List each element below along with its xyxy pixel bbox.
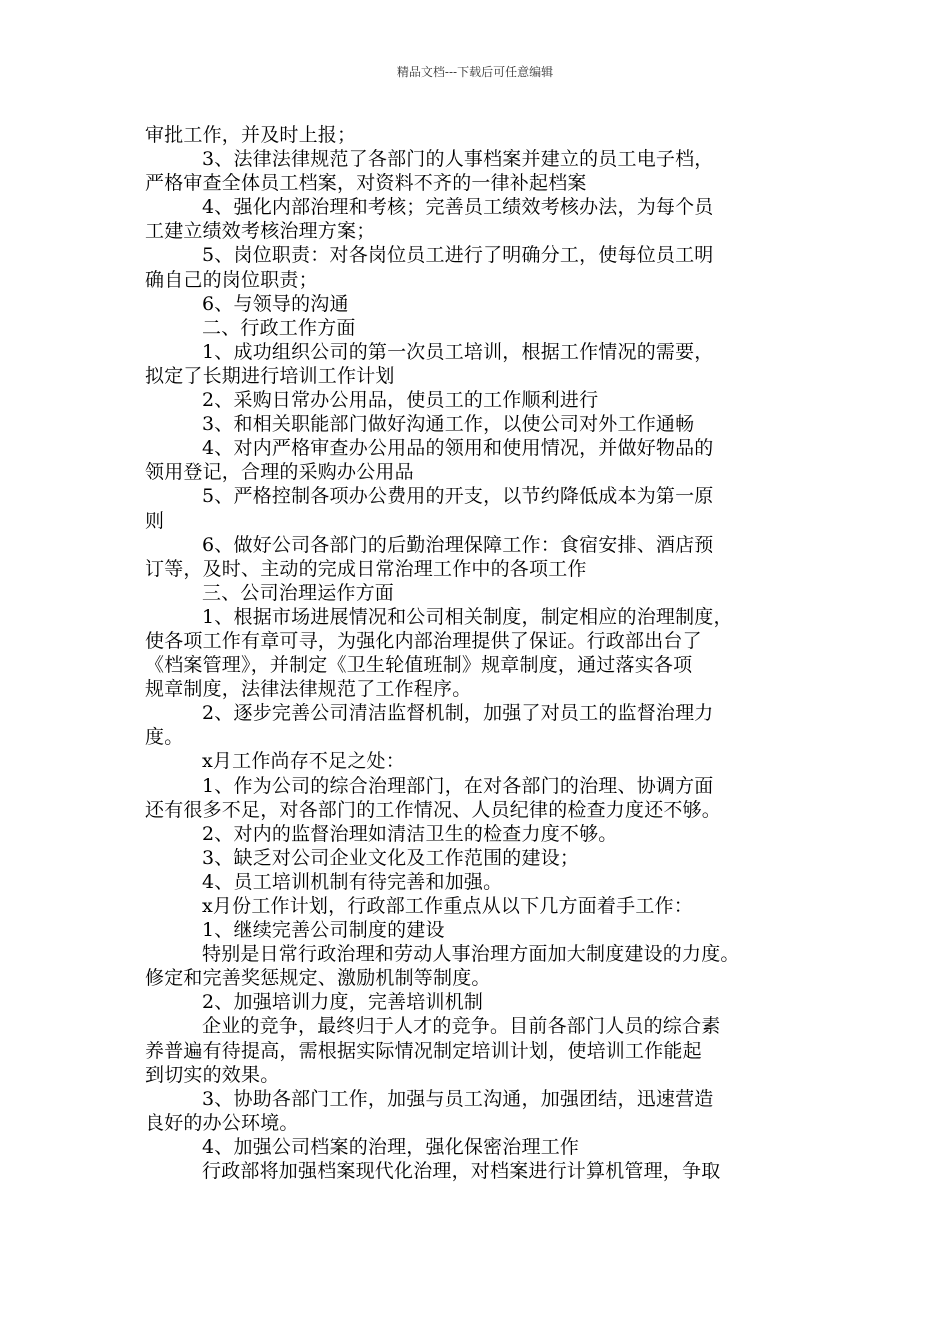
document-body bbox=[145, 123, 815, 1183]
text-line: 4、强化内部治理和考核；完善员工绩效考核办法，为每个员 bbox=[202, 196, 714, 219]
text-line: 1、根据市场进展情况和公司相关制度，制定相应的治理制度， bbox=[202, 605, 733, 628]
text-line: 6、做好公司各部门的后勤治理保障工作：食宿安排、酒店预 bbox=[202, 533, 714, 556]
text-line: 《档案管理》，并制定《卫生轮值班制》规章制度，通过落实各项 bbox=[145, 654, 693, 677]
text-line: 度。 bbox=[145, 726, 184, 749]
text-line: 三、公司治理运作方面 bbox=[202, 581, 395, 604]
text-line: 订等，及时、主动的完成日常治理工作中的各项工作 bbox=[145, 557, 587, 580]
text-line: 4、员工培训机制有待完善和加强。 bbox=[202, 870, 503, 893]
page-header: 精品文档---下载后可任意编辑 bbox=[396, 65, 554, 79]
text-line: 5、严格控制各项办公费用的开支，以节约降低成本为第一原 bbox=[202, 485, 714, 508]
text-line: 良好的办公环境。 bbox=[145, 1111, 299, 1134]
text-line: 3、缺乏对公司企业文化及工作范围的建设； bbox=[202, 846, 580, 869]
text-line: x月工作尚存不足之处： bbox=[202, 750, 405, 773]
text-line: 4、加强公司档案的治理，强化保密治理工作 bbox=[202, 1135, 580, 1158]
text-line: 5、岗位职责：对各岗位员工进行了明确分工，使每位员工明 bbox=[202, 244, 714, 267]
text-line: 二、行政工作方面 bbox=[202, 316, 356, 339]
text-line: 3、和相关职能部门做好沟通工作，以使公司对外工作通畅 bbox=[202, 413, 695, 436]
text-line: 规章制度，法律法律规范了工作程序。 bbox=[145, 678, 472, 701]
text-line: 4、对内严格审查办公用品的领用和使用情况，并做好物品的 bbox=[202, 437, 714, 460]
text-line: x月份工作计划，行政部工作重点从以下几方面着手工作： bbox=[202, 895, 693, 917]
text-line: 则 bbox=[145, 509, 165, 532]
text-line: 6、与领导的沟通 bbox=[202, 292, 349, 315]
text-line: 拟定了长期进行培训工作计划 bbox=[145, 364, 395, 387]
text-line: 到切实的效果。 bbox=[145, 1063, 280, 1086]
text-line: 2、采购日常办公用品，使员工的工作顺利进行 bbox=[202, 389, 599, 412]
text-line: 1、作为公司的综合治理部门，在对各部门的治理、协调方面 bbox=[202, 774, 714, 797]
text-line: 确自己的岗位职责； bbox=[145, 268, 318, 291]
text-line: 使各项工作有章可寻，为强化内部治理提供了保证。行政部出台了 bbox=[145, 629, 702, 652]
text-line: 严格审查全体员工档案，对资料不齐的一律补起档案 bbox=[145, 172, 587, 195]
text-line: 1、成功组织公司的第一次员工培训，根据工作情况的需要， bbox=[202, 340, 714, 363]
text-line: 1、继续完善公司制度的建设 bbox=[202, 919, 445, 942]
text-line: 还有很多不足，对各部门的工作情况、人员纪律的检查力度还不够。 bbox=[145, 798, 722, 821]
text-line: 2、对内的监督治理如清洁卫生的检查力度不够。 bbox=[202, 822, 618, 845]
text-line: 3、协助各部门工作，加强与员工沟通，加强团结，迅速营造 bbox=[202, 1087, 714, 1110]
text-line: 2、加强培训力度，完善培训机制 bbox=[202, 991, 484, 1014]
text-line: 工建立绩效考核治理方案； bbox=[145, 220, 376, 243]
text-line: 修定和完善奖惩规定、激励机制等制度。 bbox=[145, 967, 491, 990]
text-line: 领用登记，合理的采购办公用品 bbox=[145, 461, 414, 484]
text-line: 审批工作，并及时上报； bbox=[145, 124, 357, 146]
text-line: 3、法律法律规范了各部门的人事档案并建立的员工电子档， bbox=[202, 148, 714, 171]
text-line: 企业的竞争，最终归于人才的竞争。目前各部门人员的综合素 bbox=[202, 1015, 721, 1038]
text-line: 特别是日常行政治理和劳动人事治理方面加大制度建设的力度。 bbox=[202, 943, 740, 966]
text-line: 养普遍有待提高，需根据实际情况制定培训计划，使培训工作能起 bbox=[145, 1039, 702, 1062]
text-line: 行政部将加强档案现代化治理，对档案进行计算机管理，争取 bbox=[202, 1160, 721, 1183]
text-line: 2、逐步完善公司清洁监督机制，加强了对员工的监督治理力 bbox=[202, 702, 714, 725]
